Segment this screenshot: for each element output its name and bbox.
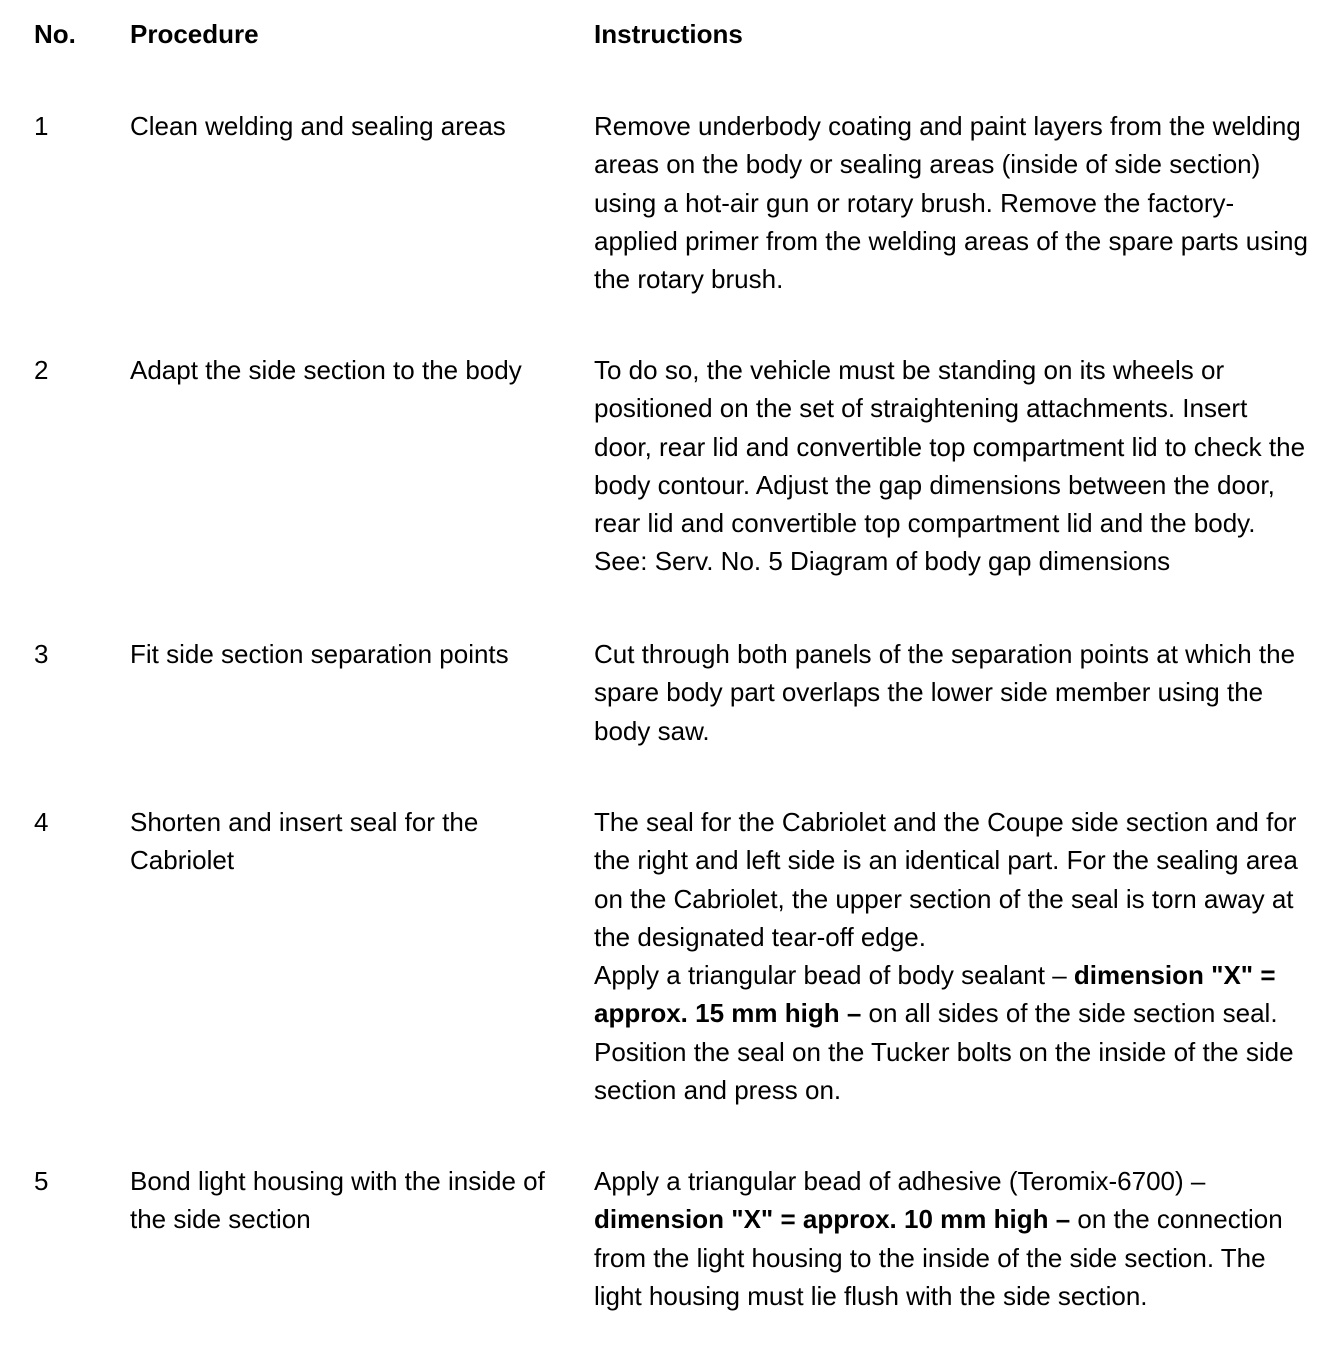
step-procedure: Bond light housing with the inside of the side section: [130, 1166, 545, 1235]
instructions-text: on all sides of the side section seal. Position the seal on the Tucker bolts on the inside of the side section and press on.: [594, 998, 1294, 1106]
step-instructions: Remove underbody coating and paint layers from the welding areas on the body or sealing areas (inside of side section) using a hot-air gun or rotary brush. Remove the factory-applied primer from the welding areas of the spare parts using the rotary brush.: [594, 111, 1308, 295]
step-number: 5: [34, 1166, 49, 1196]
step-instructions: [594, 803, 1310, 1109]
step-instructions: To do so, the vehicle must be standing on its wheels or positioned on the set of straightening attachments. Insert door, rear lid and convertible top compartment lid to check the body contour. Adjust the gap dimensions between the door, rear lid and convertible top compartment lid and the body. See: Serv. No. 5 Diagram of body gap dimensions: [594, 355, 1306, 577]
instructions-text: Apply a triangular bead of body sealant –: [594, 960, 1074, 991]
instructions-paragraph: [594, 956, 1310, 1109]
step-number: 3: [34, 639, 49, 669]
step-procedure: Shorten and insert seal for the Cabriolet: [130, 807, 479, 876]
step-procedure: Fit side section separation points: [130, 639, 509, 669]
step-number: 4: [34, 807, 49, 837]
step-instructions: Cut through both panels of the separation points at which the spare body part overlaps the lower side member using the body saw.: [594, 639, 1296, 746]
step-number: 1: [34, 111, 49, 141]
header-procedure: Procedure: [130, 19, 259, 49]
instructions-text: Apply a triangular bead of adhesive (Teromix-6700) –: [594, 1166, 1206, 1196]
step-procedure: Adapt the side section to the body: [130, 355, 522, 385]
header-no: No.: [34, 19, 76, 49]
step-number: 2: [34, 355, 49, 385]
header-instructions: Instructions: [594, 19, 743, 49]
instructions-text: on the connection from the light housing to the inside of the side section. The light housing must lie flush with the side section.: [594, 1204, 1283, 1311]
dimension-emphasis: dimension "X" = approx. 10 mm high –: [594, 1204, 1071, 1235]
dimension-emphasis: dimension "X" = approx. 15 mm high –: [594, 960, 1276, 1029]
step-instructions: [594, 1162, 1310, 1315]
step-procedure: Clean welding and sealing areas: [130, 111, 506, 141]
instructions-paragraph: The seal for the Cabriolet and the Coupe side section and for the right and left side is an identical part. For the sealing area on the Cabriolet, the upper section of the seal is torn away at the designated tear-off edge.: [594, 807, 1298, 952]
